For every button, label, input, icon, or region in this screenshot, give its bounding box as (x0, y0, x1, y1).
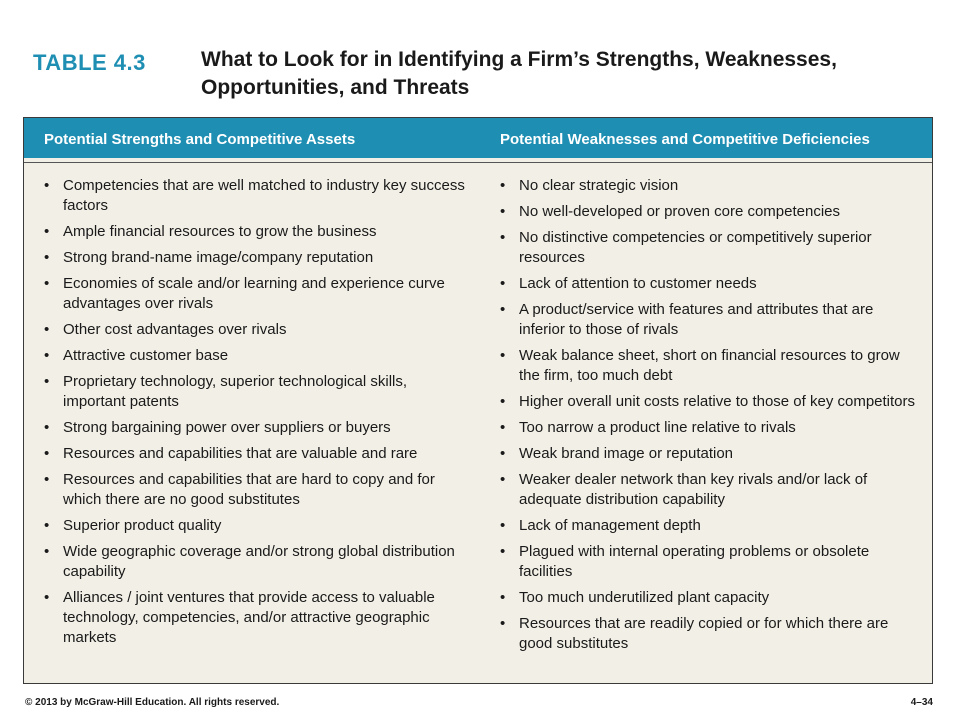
weakness-item: • Resources that are readily copied or for which there are good substitutes (498, 614, 922, 654)
strength-item: • Other cost advantages over rivals (42, 320, 472, 340)
strength-item: • Attractive customer base (42, 346, 472, 366)
weakness-item: • Weak brand image or reputation (498, 444, 922, 464)
page-title: What to Look for in Identifying a Firm’s Strengths, Weaknesses, Opportunities, and Threats (201, 48, 837, 99)
page-number: 4–34 (910, 697, 933, 708)
weaknesses-column-header: Potential Weaknesses and Competitive Deficiencies (500, 131, 870, 148)
strength-item: • Strong brand-name image/company reputation (42, 248, 472, 268)
weakness-item: • A product/service with features and attributes that are inferior to those of rivals (498, 300, 922, 340)
weakness-item: • Lack of management depth (498, 516, 922, 536)
weakness-item: • Lack of attention to customer needs (498, 274, 922, 294)
strength-item: • Resources and capabilities that are valuable and rare (42, 444, 472, 464)
weaknesses-list (498, 176, 922, 660)
weakness-item: • Higher overall unit costs relative to those of key competitors (498, 392, 922, 412)
strength-item: • Competencies that are well matched to industry key success factors (42, 176, 472, 216)
strength-item: • Economies of scale and/or learning and experience curve advantages over rivals (42, 274, 472, 314)
weakness-item: • Too much underutilized plant capacity (498, 588, 922, 608)
table-header-bar (24, 118, 932, 158)
weakness-item: • No well-developed or proven core competencies (498, 202, 922, 222)
table-label: TABLE 4.3 (33, 50, 146, 75)
weakness-item: • No distinctive competencies or competitively superior resources (498, 228, 922, 268)
weakness-item: • Weak balance sheet, short on financial resources to grow the firm, too much debt (498, 346, 922, 386)
strengths-list (42, 176, 472, 654)
strength-item: • Proprietary technology, superior technological skills, important patents (42, 372, 472, 412)
copyright-notice: © 2013 by McGraw-Hill Education. All rights reserved. (25, 697, 280, 708)
weakness-item: • Too narrow a product line relative to rivals (498, 418, 922, 438)
strength-item: • Wide geographic coverage and/or strong global distribution capability (42, 542, 472, 582)
strength-item: • Ample financial resources to grow the business (42, 222, 472, 242)
strength-item: • Resources and capabilities that are hard to copy and for which there are no good substitutes (42, 470, 472, 510)
header-divider (24, 162, 932, 163)
weakness-item: • Weaker dealer network than key rivals and/or lack of adequate distribution capability (498, 470, 922, 510)
swot-table (23, 117, 933, 684)
strength-item: • Superior product quality (42, 516, 472, 536)
weakness-item: • Plagued with internal operating problems or obsolete facilities (498, 542, 922, 582)
strength-item: • Alliances / joint ventures that provide access to valuable technology, competencies, and/or attractive geographic markets (42, 588, 472, 648)
weakness-item: • No clear strategic vision (498, 176, 922, 196)
strengths-column-header: Potential Strengths and Competitive Assets (44, 131, 356, 148)
strength-item: • Strong bargaining power over suppliers or buyers (42, 418, 472, 438)
